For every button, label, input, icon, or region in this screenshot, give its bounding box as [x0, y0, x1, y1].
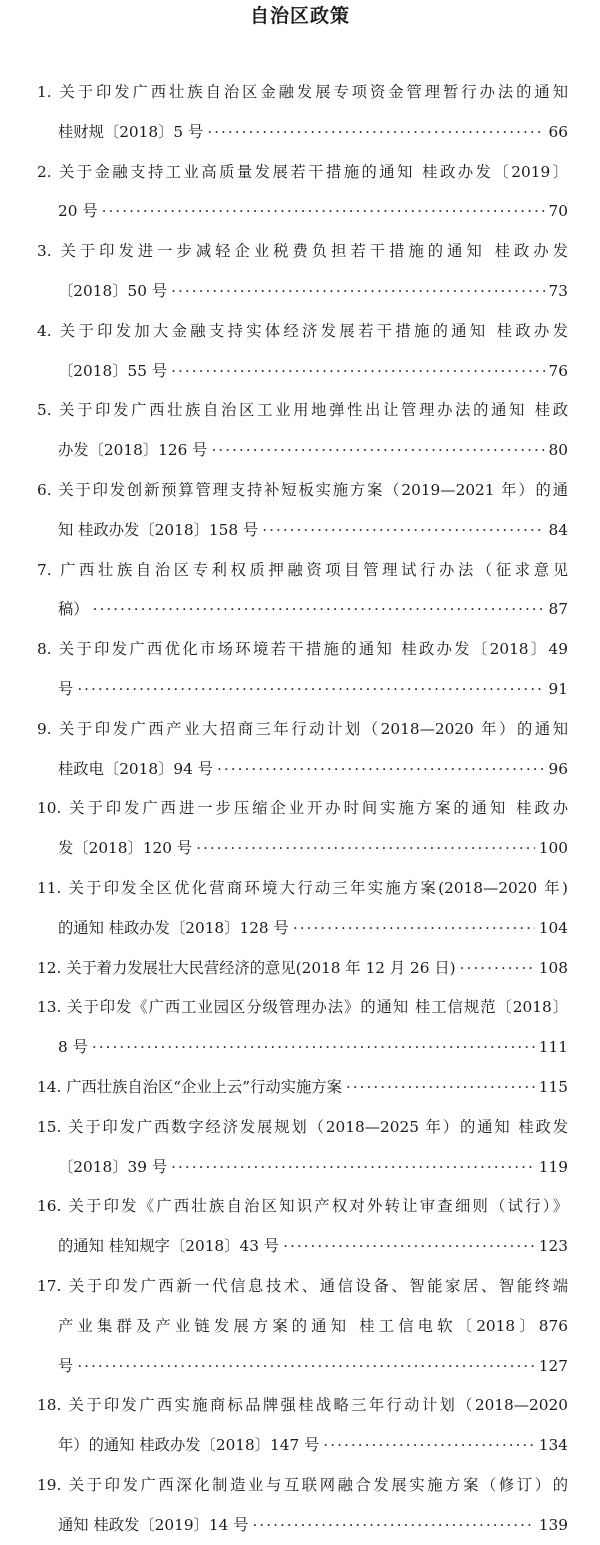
toc-entry-text: 20 号	[58, 202, 98, 221]
dot-leader	[262, 511, 544, 551]
toc-entry-line	[0, 988, 600, 1028]
toc-entry-line	[0, 1466, 600, 1506]
toc-entry[interactable]	[0, 988, 600, 1068]
toc-entry-line	[0, 551, 600, 591]
page-number: 123	[538, 1237, 568, 1256]
dot-leader	[77, 1347, 534, 1387]
toc-entry-text: 5. 关于印发广西壮族自治区工业用地弹性出让管理办法的通知 桂政	[37, 401, 568, 420]
toc-entry[interactable]	[0, 1187, 600, 1267]
toc-entry[interactable]	[0, 391, 600, 471]
toc-entry-text: 17. 关于印发广西新一代信息技术、通信设备、智能家居、智能终端	[37, 1276, 568, 1295]
dot-leader	[323, 1426, 534, 1466]
toc-entry-leader-line	[0, 670, 600, 710]
toc-entry[interactable]	[0, 153, 600, 233]
toc-entry-text: 年）的通知 桂政办发〔2018〕147 号	[58, 1436, 320, 1455]
toc-entry-text: 的通知 桂知规字〔2018〕43 号	[58, 1237, 280, 1256]
toc-entry-text: 8 号	[58, 1038, 88, 1057]
page-number: 76	[548, 361, 568, 380]
page-number: 108	[538, 958, 568, 977]
toc-entry-text: 1. 关于印发广西壮族自治区金融发展专项资金管理暂行办法的通知	[37, 83, 568, 101]
toc-entry[interactable]	[0, 73, 600, 153]
dot-leader	[207, 113, 544, 153]
toc-entry-text: 〔2018〕50 号	[58, 281, 168, 300]
dot-leader	[211, 431, 544, 471]
toc-entry-text: 4. 关于印发加大金融支持实体经济发展若干措施的通知 桂政办发	[37, 321, 568, 340]
toc-entry-text: 产业集群及产业链发展方案的通知 桂工信电软〔2018〕876	[58, 1316, 568, 1335]
toc-entry-text: 14. 广西壮族自治区“企业上云”行动实施方案	[37, 1077, 342, 1096]
page-number: 80	[548, 441, 568, 460]
toc-entry-leader-line	[0, 192, 600, 232]
toc-entry-line	[0, 153, 600, 193]
toc-entry-line	[0, 789, 600, 829]
toc-entry[interactable]	[0, 710, 600, 790]
dot-leader	[460, 949, 535, 989]
page-number: 70	[548, 202, 568, 221]
toc-entry-text: 18. 关于印发广西实施商标品牌强桂战略三年行动计划（2018—2020	[37, 1396, 568, 1415]
toc-entry-leader-line	[0, 750, 600, 790]
toc-entry-text: 知 桂政办发〔2018〕158 号	[58, 520, 259, 539]
page-number: 100	[538, 839, 568, 858]
page-number: 104	[538, 918, 568, 937]
page-number: 87	[548, 600, 568, 619]
dot-leader	[196, 829, 535, 869]
toc-entry-leader-line	[0, 1426, 600, 1466]
toc-entry-line	[0, 232, 600, 272]
dot-leader	[171, 272, 544, 312]
page-number: 84	[548, 520, 568, 539]
toc-entry-text: 10. 关于印发广西进一步压缩企业开办时间实施方案的通知 桂政办	[37, 799, 568, 818]
dot-leader	[171, 1148, 535, 1188]
toc-entry-leader-line	[0, 511, 600, 551]
toc-entry-line	[0, 1307, 600, 1347]
toc-entry[interactable]	[0, 551, 600, 631]
toc-entry-text: 15. 关于印发广西数字经济发展规划（2018—2025 年）的通知 桂政发	[37, 1117, 568, 1136]
page-number: 134	[538, 1436, 568, 1455]
toc-entry-text: 13. 关于印发《广西工业园区分级管理办法》的通知 桂工信规范〔2018〕	[37, 998, 568, 1017]
toc-entry[interactable]	[0, 869, 600, 949]
toc-entry-line	[0, 1187, 600, 1227]
toc-entry-line	[0, 1386, 600, 1426]
toc-entry-text: 通知 桂政发〔2019〕14 号	[58, 1515, 249, 1534]
page-number: 115	[538, 1077, 568, 1096]
page-number: 73	[548, 281, 568, 300]
toc-entry-text: 11. 关于印发全区优化营商环境大行动三年实施方案(2018—2020 年)	[37, 878, 568, 897]
page-title: 自治区政策	[249, 5, 350, 27]
toc-entry-text: 号	[58, 1356, 74, 1375]
dot-leader	[217, 750, 544, 790]
toc-entry-text: 9. 关于印发广西产业大招商三年行动计划（2018—2020 年）的通知	[37, 719, 568, 738]
dot-leader	[253, 1506, 535, 1545]
toc-entry-line	[0, 312, 600, 352]
toc-entry[interactable]	[0, 949, 600, 989]
toc-entry-leader-line	[0, 352, 600, 392]
dot-leader	[293, 909, 535, 949]
toc-entry[interactable]	[0, 1108, 600, 1188]
dot-leader	[93, 590, 545, 630]
dot-leader	[171, 352, 544, 392]
dot-leader	[92, 1028, 535, 1068]
toc-entry-line	[0, 1108, 600, 1148]
toc-entry[interactable]	[0, 232, 600, 312]
toc-entry-line	[0, 471, 600, 511]
toc-entry[interactable]	[0, 1267, 600, 1386]
toc-entry-leader-line	[0, 1068, 600, 1108]
toc-entry-text: 〔2018〕39 号	[58, 1157, 168, 1176]
toc-entry-text: 稿）	[58, 600, 89, 619]
toc-entry-text: 桂财规〔2018〕5 号	[58, 122, 204, 141]
toc-entry[interactable]	[0, 471, 600, 551]
toc-entry-line	[0, 391, 600, 431]
toc-entry-text: 8. 关于印发广西优化市场环境若干措施的通知 桂政办发〔2018〕49	[37, 640, 568, 659]
toc-entry-leader-line	[0, 1028, 600, 1068]
toc-entry[interactable]	[0, 312, 600, 392]
toc-entry-leader-line	[0, 431, 600, 471]
dot-leader	[283, 1227, 535, 1267]
toc-entry-text: 3. 关于印发进一步减轻企业税费负担若干措施的通知 桂政办发	[37, 242, 568, 261]
page-number: 96	[548, 759, 568, 778]
toc-entry-leader-line	[0, 590, 600, 630]
page-number: 91	[548, 679, 568, 698]
toc-entry-line	[0, 73, 600, 113]
toc-entry-text: 号	[58, 679, 74, 698]
toc-entry[interactable]	[0, 789, 600, 869]
toc-entry-line	[0, 869, 600, 909]
page-number: 139	[538, 1515, 568, 1534]
toc-entry-text: 19. 关于印发广西深化制造业与互联网融合发展实施方案（修订）的	[37, 1475, 568, 1494]
page-number: 119	[538, 1157, 568, 1176]
toc-entry-text: 12. 关于着力发展壮大民营经济的意见(2018 年 12 月 26 日)	[37, 958, 456, 977]
toc-entry-leader-line	[0, 272, 600, 312]
toc-entry[interactable]	[0, 630, 600, 710]
toc-entry-leader-line	[0, 1148, 600, 1188]
toc-entry-text: 16. 关于印发《广西壮族自治区知识产权对外转让审查细则（试行）》	[37, 1197, 568, 1216]
table-of-contents	[0, 73, 600, 1545]
toc-entry-leader-line	[0, 1506, 600, 1545]
page-number: 66	[548, 122, 568, 141]
toc-entry-text: 〔2018〕55 号	[58, 361, 168, 380]
toc-entry-line	[0, 630, 600, 670]
toc-entry-text: 6. 关于印发创新预算管理支持补短板实施方案（2019—2021 年）的通	[37, 480, 568, 499]
toc-entry-leader-line	[0, 829, 600, 869]
page-number: 111	[538, 1038, 568, 1057]
toc-entry-text: 办发〔2018〕126 号	[58, 441, 208, 460]
toc-entry-leader-line	[0, 949, 600, 989]
toc-entry[interactable]	[0, 1386, 600, 1466]
toc-entry[interactable]	[0, 1068, 600, 1108]
toc-entry-text: 2. 关于金融支持工业高质量发展若干措施的通知 桂政办发〔2019〕	[37, 162, 568, 181]
page-number: 127	[538, 1356, 568, 1375]
dot-leader	[77, 670, 544, 710]
toc-entry-text: 7. 广西壮族自治区专利权质押融资项目管理试行办法（征求意见	[37, 560, 568, 579]
dot-leader	[102, 192, 545, 232]
toc-entry-line	[0, 710, 600, 750]
toc-entry-leader-line	[0, 113, 600, 153]
dot-leader	[346, 1068, 535, 1108]
toc-entry-leader-line	[0, 1347, 600, 1387]
toc-entry-leader-line	[0, 909, 600, 949]
toc-entry[interactable]	[0, 1466, 600, 1545]
toc-entry-text: 的通知 桂政办发〔2018〕128 号	[58, 918, 289, 937]
toc-entry-text: 发〔2018〕120 号	[58, 839, 193, 858]
toc-entry-line	[0, 1267, 600, 1307]
toc-entry-text: 桂政电〔2018〕94 号	[58, 759, 214, 778]
toc-entry-leader-line	[0, 1227, 600, 1267]
